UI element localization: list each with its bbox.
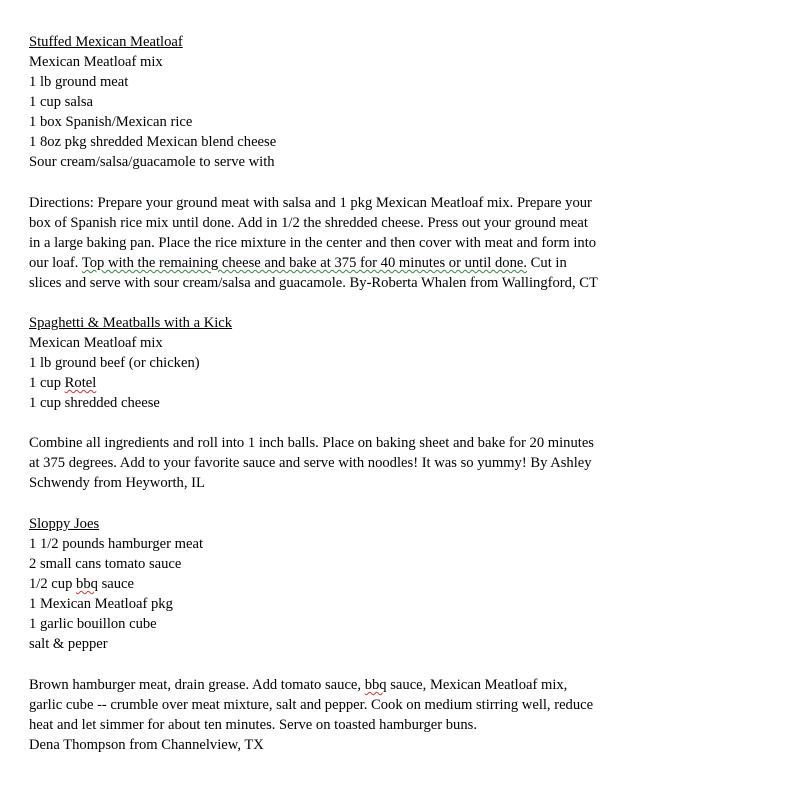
ingredient-line: 1 1/2 pounds hamburger meat [29, 536, 204, 552]
ingredient-line: 1 lb ground meat [29, 74, 129, 90]
directions-line [29, 253, 567, 273]
ingredient-line: 1 8oz pkg shredded Mexican blend cheese [29, 134, 277, 150]
ingredient-text: sauce [97, 576, 134, 592]
ingredient-line: 1 cup shredded cheese [29, 395, 160, 411]
ingredient-line [29, 373, 96, 393]
directions-line: Dena Thompson from Channelview, TX [29, 737, 264, 753]
recipe-title: Spaghetti & Meatballs with a Kick [29, 315, 233, 331]
ingredient-text: 1 cup [29, 375, 65, 391]
directions-line: Combine all ingredients and roll into 1 inch balls. Place on baking sheet and bake for 20 minutes [29, 435, 594, 451]
spelling-flagged-text: bbq [364, 677, 387, 693]
ingredient-line: Sour cream/salsa/guacamole to serve with [29, 154, 275, 170]
directions-line: heat and let simmer for about ten minutes. Serve on toasted hamburger buns. [29, 717, 477, 733]
spelling-flagged-text: bbq [76, 576, 98, 592]
directions-line: Directions: Prepare your ground meat with salsa and 1 pkg Mexican Meatloaf mix. Prepare your [29, 195, 592, 211]
ingredient-text: 1/2 cup [29, 576, 77, 592]
recipe-title: Sloppy Joes [29, 516, 100, 532]
ingredient-line: 1 Mexican Meatloaf pkg [29, 596, 173, 612]
directions-line [29, 675, 567, 695]
ingredient-line [29, 574, 134, 594]
ingredient-line: 1 cup salsa [29, 94, 94, 110]
ingredient-line: Mexican Meatloaf mix [29, 335, 163, 351]
directions-line: at 375 degrees. Add to your favorite sauce and serve with noodles! It was so yummy! By Ashley [29, 455, 592, 471]
ingredient-line: 1 box Spanish/Mexican rice [29, 114, 193, 130]
ingredient-line: Mexican Meatloaf mix [29, 54, 163, 70]
recipe-title: Stuffed Mexican Meatloaf [29, 34, 183, 50]
ingredient-line: 1 lb ground beef (or chicken) [29, 355, 200, 371]
ingredient-line: salt & pepper [29, 636, 108, 652]
directions-line: slices and serve with sour cream/salsa and guacamole. By-Roberta Whalen from Wallingford, CT [29, 275, 598, 291]
directions-line: garlic cube -- crumble over meat mixture, salt and pepper. Cook on medium stirring well, reduce [29, 697, 594, 713]
directions-line: Schwendy from Heyworth, IL [29, 475, 205, 491]
directions-text: our loaf. [29, 255, 82, 271]
grammar-flagged-text: Top with the remaining cheese and bake at 375 for 40 minutes or until done. [81, 255, 528, 271]
directions-line: in a large baking pan. Place the rice mixture in the center and then cover with meat and form into [29, 235, 597, 251]
ingredient-line: 2 small cans tomato sauce [29, 556, 182, 572]
directions-line: box of Spanish rice mix until done. Add in 1/2 the shredded cheese. Press out your ground meat [29, 215, 588, 231]
ingredient-line: 1 garlic bouillon cube [29, 616, 157, 632]
directions-text: sauce, Mexican Meatloaf mix, [386, 677, 568, 693]
spelling-flagged-text: Rotel [64, 375, 97, 391]
directions-text: Cut in [527, 255, 567, 271]
directions-text: Brown hamburger meat, drain grease. Add tomato sauce, [29, 677, 365, 693]
